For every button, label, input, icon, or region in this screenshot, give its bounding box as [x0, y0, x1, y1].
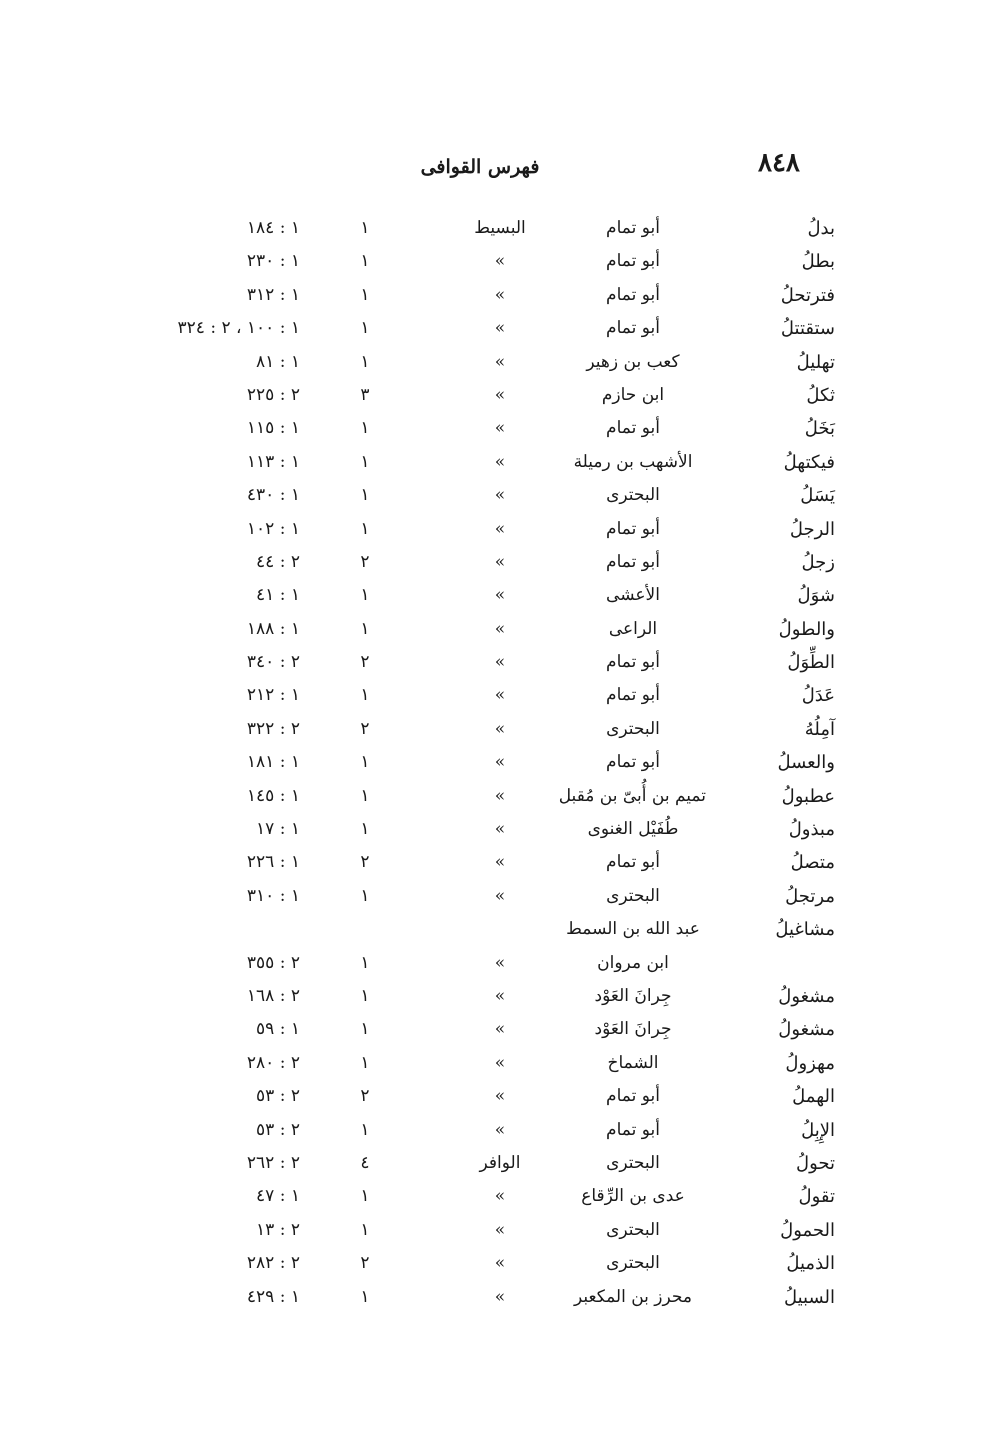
verse-count-cell: ١ — [360, 1186, 370, 1207]
rhyme-cell: الطِّوَلُ — [787, 652, 835, 674]
meter-cell: » — [494, 1052, 506, 1073]
index-row — [0, 1214, 1005, 1247]
poet-cell: ابن مروان — [597, 952, 669, 973]
index-row — [0, 279, 1005, 312]
verse-count-cell: ١ — [360, 1019, 370, 1040]
index-row — [0, 579, 1005, 612]
meter-cell: » — [494, 952, 506, 973]
verse-count-cell: ١ — [360, 418, 370, 439]
index-row — [0, 679, 1005, 712]
rhyme-cell: الذميلُ — [786, 1253, 835, 1275]
verse-count-cell: ١ — [360, 618, 370, 639]
rhyme-cell: بطلُ — [801, 251, 835, 273]
meter-cell: » — [494, 1286, 506, 1307]
verse-count-cell: ١ — [360, 451, 370, 472]
rhyme-cell: والعسلُ — [777, 752, 835, 774]
reference-cell: ١ : ١٨٨ — [246, 618, 300, 639]
reference-cell: ١ : ١٨٤ — [246, 218, 300, 238]
reference-cell: ٢ : ٣٥٥ — [246, 952, 300, 973]
poet-cell: أبو تمام — [606, 251, 660, 272]
verse-count-cell: ٢ — [360, 852, 370, 873]
verse-count-cell: ١ — [360, 1052, 370, 1073]
reference-cell: ١ : ٨١ — [256, 351, 300, 372]
rhyme-cell: عَدَلُ — [801, 685, 835, 707]
meter-cell: » — [494, 351, 506, 372]
poet-cell: البحترى — [606, 885, 660, 906]
reference-cell: ٢ : ٥٣ — [256, 1086, 300, 1107]
verse-count-cell: ٢ — [360, 718, 370, 739]
meter-cell: » — [494, 718, 506, 739]
reference-cell: ١ : ١١٥ — [246, 418, 300, 439]
poet-cell: البحترى — [606, 1152, 660, 1173]
poet-cell: أبو تمام — [606, 852, 660, 873]
index-row — [0, 1147, 1005, 1180]
poet-cell: الشماخ — [607, 1052, 659, 1073]
rhyme-cell: والطولُ — [778, 618, 835, 640]
poet-cell: البحترى — [606, 485, 660, 506]
meter-cell: » — [494, 451, 506, 472]
verse-count-cell: ٢ — [360, 652, 370, 673]
poet-cell: أبو تمام — [606, 1119, 660, 1140]
meter-cell: » — [494, 1186, 506, 1207]
meter-cell: » — [494, 685, 506, 706]
verse-count-cell: ١ — [360, 284, 370, 305]
poet-cell: محرز بن المكعبر — [574, 1286, 692, 1307]
meter-cell: » — [494, 384, 506, 405]
reference-cell: ١ : ١١٣ — [246, 451, 300, 472]
rhyme-cell: ثكلُ — [806, 384, 835, 406]
meter-cell: » — [494, 885, 506, 906]
reference-cell: ١ : ١٨١ — [246, 752, 300, 773]
rhyme-cell: تحولُ — [795, 1152, 835, 1174]
rhyme-cell: مرتجلُ — [785, 885, 835, 907]
index-row — [0, 446, 1005, 479]
rhyme-cell: زجلُ — [801, 551, 835, 573]
rhyme-cell: فترتحلُ — [780, 284, 835, 306]
verse-count-cell: ١ — [360, 752, 370, 773]
verse-count-cell: ٢ — [360, 551, 370, 572]
meter-cell: » — [494, 618, 506, 639]
verse-count-cell: ١ — [360, 1119, 370, 1140]
meter-cell: » — [494, 652, 506, 673]
rhyme-cell: متصلُ — [790, 852, 835, 874]
poet-cell: الأشهب بن رميلة — [573, 451, 693, 472]
meter-cell: » — [494, 852, 506, 873]
rhyme-cell: مشاغيلُ — [775, 919, 835, 941]
meter-cell: » — [494, 284, 506, 305]
verse-count-cell: ٣ — [360, 384, 370, 405]
index-row — [0, 245, 1005, 278]
poet-cell: الراعى — [608, 618, 658, 639]
poet-cell: أبو تمام — [606, 752, 660, 773]
rhyme-cell: بدلُ — [807, 218, 835, 239]
reference-cell: ١ : ٣١٢ — [246, 284, 300, 305]
poet-cell: أبو تمام — [606, 1086, 660, 1107]
meter-cell: الوافر — [479, 1152, 521, 1173]
meter-cell: البسيط — [474, 218, 526, 238]
reference-cell: ١ : ٢٣٠ — [246, 251, 300, 272]
rhyme-cell: بَخَلُ — [804, 418, 835, 440]
meter-cell: » — [494, 551, 506, 572]
meter-cell: » — [494, 418, 506, 439]
reference-cell: ١ : ٥٩ — [256, 1019, 300, 1040]
index-row — [0, 1080, 1005, 1113]
reference-cell: ١ : ٤٣٠ — [246, 485, 300, 506]
reference-cell: ١ : ١٠٠ ، ٢ : ٣٢٤ — [177, 318, 300, 339]
meter-cell: » — [494, 1086, 506, 1107]
reference-cell: ٢ : ٣٢٢ — [246, 718, 300, 739]
reference-cell: ٢ : ٢٢٥ — [246, 384, 300, 405]
reference-cell: ١ : ١٠٢ — [246, 518, 300, 539]
reference-cell: ٢ : ١٦٨ — [246, 985, 300, 1006]
verse-count-cell: ١ — [360, 251, 370, 272]
index-row — [0, 212, 1005, 245]
poet-cell: الأعشى — [606, 585, 660, 606]
page-title: فهرس القوافى — [420, 156, 540, 178]
index-row — [0, 780, 1005, 813]
meter-cell: » — [494, 819, 506, 840]
rhyme-cell: الرجلُ — [789, 518, 835, 540]
verse-count-cell: ١ — [360, 218, 370, 238]
verse-count-cell: ٤ — [360, 1152, 370, 1173]
index-row — [0, 513, 1005, 546]
poet-cell: أبو تمام — [606, 284, 660, 305]
reference-cell: ٢ : ١٣ — [256, 1219, 300, 1240]
reference-cell: ٢ : ٥٣ — [256, 1119, 300, 1140]
poet-cell: أبو تمام — [606, 551, 660, 572]
poet-cell: ابن حازم — [601, 384, 665, 405]
rhyme-cell: عطبولُ — [781, 785, 835, 807]
reference-cell: ١ : ٢١٢ — [246, 685, 300, 706]
rhyme-index-table — [0, 212, 1005, 1314]
meter-cell: » — [494, 1119, 506, 1140]
reference-cell: ٢ : ٢٨٠ — [246, 1052, 300, 1073]
verse-count-cell: ٢ — [360, 1253, 370, 1274]
meter-cell: » — [494, 752, 506, 773]
reference-cell: ١ : ٤٧ — [256, 1186, 300, 1207]
verse-count-cell: ١ — [360, 685, 370, 706]
rhyme-cell: الإِبِلُ — [801, 1119, 835, 1141]
index-row — [0, 646, 1005, 679]
index-row — [0, 412, 1005, 445]
index-row — [0, 1180, 1005, 1213]
verse-count-cell: ٢ — [360, 1086, 370, 1107]
poet-cell: طُفَيْل الغنوى — [587, 819, 679, 840]
reference-cell: ١ : ١٧ — [256, 819, 300, 840]
poet-cell: أبو تمام — [606, 218, 660, 238]
index-row — [0, 1281, 1005, 1314]
rhyme-cell: تهليلُ — [796, 351, 835, 373]
rhyme-cell: ستقتتلُ — [780, 318, 835, 340]
poet-cell: كعب بن زهير — [586, 351, 680, 372]
index-row — [0, 846, 1005, 879]
index-row — [0, 713, 1005, 746]
poet-cell: عدى بن الرِّقاع — [581, 1186, 685, 1207]
index-row — [0, 980, 1005, 1013]
poet-cell: عبد الله بن السمط — [566, 919, 700, 940]
meter-cell: » — [494, 485, 506, 506]
index-row — [0, 346, 1005, 379]
rhyme-cell: تقولُ — [798, 1186, 835, 1208]
verse-count-cell: ١ — [360, 485, 370, 506]
index-row — [0, 813, 1005, 846]
index-row — [0, 746, 1005, 779]
rhyme-cell: شوَلُ — [797, 585, 835, 607]
reference-cell: ٢ : ٢٦٢ — [246, 1152, 300, 1173]
rhyme-cell: مبذولُ — [788, 819, 835, 841]
poet-cell: أبو تمام — [606, 318, 660, 339]
reference-cell: ٢ : ٣٤٠ — [246, 652, 300, 673]
index-row — [0, 1047, 1005, 1080]
reference-cell: ٢ : ٢٨٢ — [246, 1253, 300, 1274]
rhyme-cell: فيكتهلُ — [783, 451, 835, 473]
poet-cell: البحترى — [606, 1253, 660, 1274]
reference-cell: ١ : ٢٢٦ — [246, 852, 300, 873]
verse-count-cell: ١ — [360, 1286, 370, 1307]
rhyme-cell: الهملُ — [792, 1086, 835, 1108]
index-row — [0, 546, 1005, 579]
index-row — [0, 1114, 1005, 1147]
poet-cell: جِرانَ العَوْد — [594, 1019, 672, 1040]
index-row — [0, 479, 1005, 512]
index-row — [0, 913, 1005, 946]
poet-cell: أبو تمام — [606, 652, 660, 673]
reference-cell: ١ : ٤١ — [256, 585, 300, 606]
rhyme-cell: السبيلُ — [783, 1286, 835, 1308]
verse-count-cell: ١ — [360, 885, 370, 906]
index-row — [0, 312, 1005, 345]
poet-cell: البحترى — [606, 1219, 660, 1240]
meter-cell: » — [494, 251, 506, 272]
reference-cell: ١ : ١٤٥ — [246, 785, 300, 806]
poet-cell: أبو تمام — [606, 418, 660, 439]
meter-cell: » — [494, 1219, 506, 1240]
verse-count-cell: ١ — [360, 351, 370, 372]
index-row — [0, 379, 1005, 412]
index-row — [0, 1247, 1005, 1280]
verse-count-cell: ١ — [360, 819, 370, 840]
reference-cell: ١ : ٤٢٩ — [246, 1286, 300, 1307]
verse-count-cell: ١ — [360, 318, 370, 339]
rhyme-cell: آمِلُهُ — [804, 718, 835, 740]
poet-cell: تميم بن أُبىّ بن مُقبل — [558, 785, 706, 806]
meter-cell: » — [494, 1019, 506, 1040]
meter-cell: » — [494, 518, 506, 539]
poet-cell: جِرانَ العَوْد — [594, 985, 672, 1006]
meter-cell: » — [494, 585, 506, 606]
index-row — [0, 880, 1005, 913]
poet-cell: البحترى — [606, 718, 660, 739]
meter-cell: » — [494, 318, 506, 339]
poet-cell: أبو تمام — [606, 685, 660, 706]
reference-cell: ١ : ٣١٠ — [246, 885, 300, 906]
page-number: ٨٤٨ — [758, 148, 800, 178]
verse-count-cell: ١ — [360, 952, 370, 973]
verse-count-cell: ١ — [360, 518, 370, 539]
meter-cell: » — [494, 1253, 506, 1274]
rhyme-cell: مهزولُ — [785, 1052, 835, 1074]
rhyme-cell: مشغولُ — [778, 985, 835, 1007]
verse-count-cell: ١ — [360, 785, 370, 806]
meter-cell: » — [494, 985, 506, 1006]
rhyme-cell: الحمولُ — [780, 1219, 835, 1241]
meter-cell: » — [494, 785, 506, 806]
verse-count-cell: ١ — [360, 985, 370, 1006]
index-row — [0, 947, 1005, 980]
reference-cell: ٢ : ٤٤ — [256, 551, 300, 572]
verse-count-cell: ١ — [360, 585, 370, 606]
poet-cell: أبو تمام — [606, 518, 660, 539]
rhyme-cell: يَسَلُ — [800, 485, 835, 507]
rhyme-cell: مشغولُ — [778, 1019, 835, 1041]
index-row — [0, 1013, 1005, 1046]
index-row — [0, 613, 1005, 646]
verse-count-cell: ١ — [360, 1219, 370, 1240]
